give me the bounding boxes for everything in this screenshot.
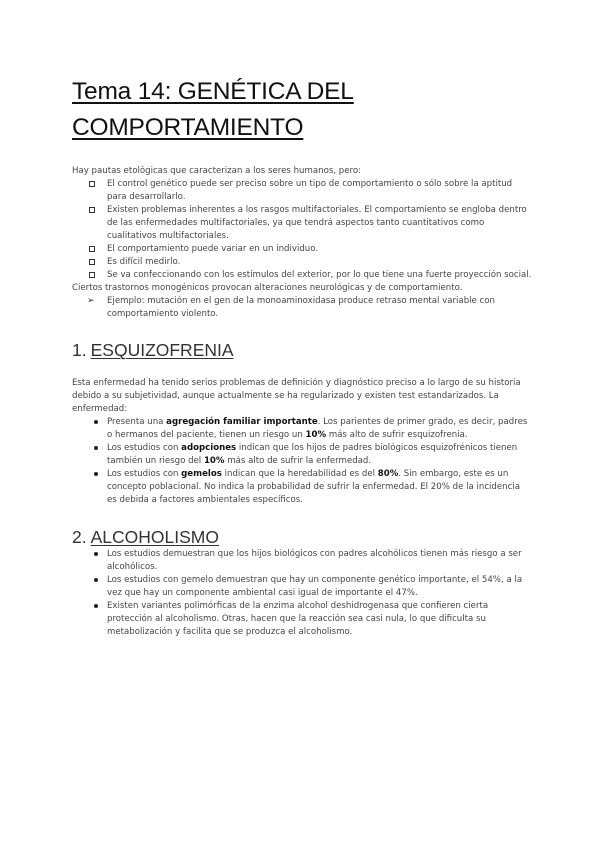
example-item [86, 295, 532, 321]
checkbox-item-text: Es difícil medirlo. [107, 257, 181, 267]
bullet-item [92, 600, 532, 639]
checkbox-item-text: Se va confeccionando con los estímulos del exterior, por lo que tiene una fuerte proyección social. [107, 270, 532, 280]
arrow-bullet-icon: ➢ [87, 296, 95, 306]
bullet-text: indican que la heredabilidad es del [221, 469, 378, 479]
section-name: ALCOHOLISMO [90, 527, 219, 547]
bullet-text: . Sin embargo, este es un concepto poblacional. No indica la probabilidad de sufrir la enfermedad. El 20% de la incidencia es debida a factores ambientales específicos. [107, 469, 520, 505]
title-line-2: COMPORTAMIENTO [72, 114, 304, 141]
title-line-1: Tema 14: GENÉTICA DEL [72, 78, 354, 105]
alcoholismo-bullets [72, 548, 532, 639]
bullet-bold-text: adopciones [181, 443, 237, 453]
bullet-text: Los estudios con [107, 443, 182, 453]
checkbox-icon [89, 207, 95, 213]
section-number: 2. [72, 527, 87, 547]
section-name: ESQUIZOFRENIA [90, 340, 234, 360]
intro-text: Hay pautas etológicas que caracterizan a los seres humanos, pero: [72, 166, 362, 176]
bullet-item [92, 442, 532, 468]
bullet-bold-text: agregación familiar importante [166, 417, 318, 427]
bullet-text: Los estudios demuestran que los hijos biológicos con padres alcohólicos tienen más riesgo a ser alcohólicos. [107, 549, 522, 572]
checkbox-icon [89, 272, 95, 278]
checkbox-list-item [86, 243, 532, 256]
esquizofrenia-paragraph: Esta enfermedad ha tenido serios problemas de definición y diagnóstico preciso a lo largo de su historia debido a su subjetividad, aunque actualmente se ha regularizado y existen test estandarizados. La enfermedad: [72, 378, 521, 414]
section-heading-alcoholismo [72, 526, 532, 548]
bullet-bold-text: 10% [305, 430, 327, 440]
checkbox-list-item [86, 178, 532, 204]
bullet-item [92, 548, 532, 574]
bullet-text: Los estudios con gemelo demuestran que hay un componente genético importante, el 54%, a la vez que hay un componente ambiental casi igual de importante el 47%. [107, 575, 523, 598]
page-title [72, 74, 532, 146]
example-list [72, 295, 532, 321]
bullet-item [92, 574, 532, 600]
bullet-dot-icon [94, 420, 98, 424]
checkbox-item-text: El control genético puede ser preciso sobre un tipo de comportamiento o sólo sobre la aptitud para desarrollarlo. [107, 179, 513, 202]
checkbox-item-text: El comportamiento puede variar en un individuo. [107, 244, 319, 254]
bullet-dot-icon [94, 552, 98, 556]
monogenic-text: Ciertos trastornos monogénicos provocan alteraciones neurológicas y de comportamiento. [72, 283, 463, 293]
bullet-text: Los estudios con [107, 469, 182, 479]
checkbox-list [72, 178, 532, 282]
checkbox-icon [89, 259, 95, 265]
bullet-bold-text: gemelos [181, 469, 222, 479]
bullet-dot-icon [94, 604, 98, 608]
bullet-dot-icon [94, 578, 98, 582]
bullet-bold-text: 80% [377, 469, 399, 479]
checkbox-item-text: Existen problemas inherentes a los rasgos multifactoriales. El comportamiento se engloba dentro de las enfermedades multifactoriales, ya que tendrá aspectos tanto cuantitativos como cualitativos multifactoriales. [107, 205, 527, 241]
bullet-text: más alto de sufrir la enfermedad. [224, 456, 372, 466]
bullet-text: . Los parientes de primer grado, es decir, padres o hermanos del paciente, tienen un riesgo un [107, 417, 528, 440]
bullet-text: Presenta una [107, 417, 167, 427]
checkbox-list-item [86, 256, 532, 269]
bullet-text: Existen variantes polimórficas de la enzima alcohol deshidrogenasa que confieren cierta protección al alcoholismo. Otras, hacen que la reacción sea casi nula, lo que dificulta su metabolización y facilita que se produzca el alcoholismo. [107, 601, 489, 637]
bullet-item [92, 468, 532, 507]
checkbox-icon [89, 181, 95, 187]
bullet-bold-text: 10% [203, 456, 225, 466]
bullet-dot-icon [94, 446, 98, 450]
checkbox-icon [89, 246, 95, 252]
bullet-item [92, 416, 532, 442]
esquizofrenia-bullets [72, 416, 532, 507]
document-page [72, 74, 532, 639]
bullet-text: indican que los hijos de padres biológicos esquizofrénicos tienen también un riesgo del [107, 443, 518, 466]
section-number: 1. [72, 340, 87, 360]
section-heading-esquizofrenia [72, 339, 532, 361]
checkbox-list-item [86, 269, 532, 282]
bullet-dot-icon [94, 472, 98, 476]
example-text: Ejemplo: mutación en el gen de la monoaminoxidasa produce retraso mental variable con comportamiento violento. [107, 296, 495, 319]
checkbox-list-item [86, 204, 532, 243]
bullet-text: más alto de sufrir esquizofrenia. [326, 430, 468, 440]
